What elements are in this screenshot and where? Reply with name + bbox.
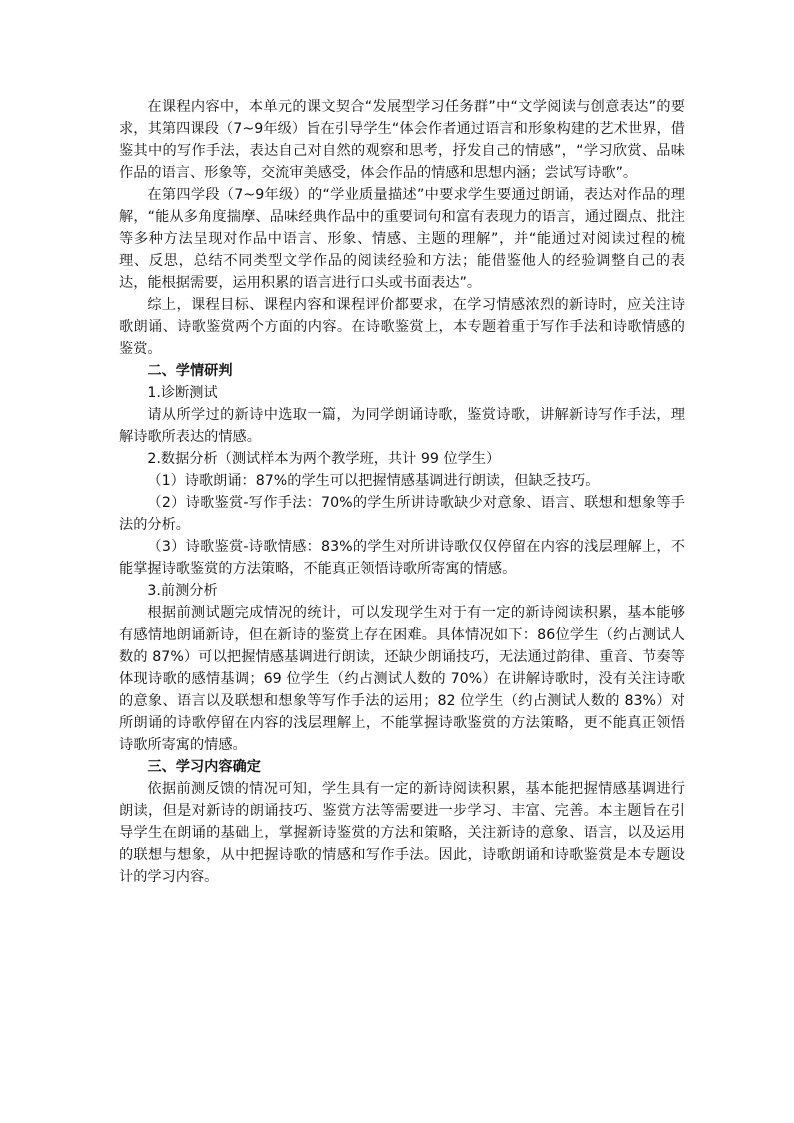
subheading-data-analysis: 2.数据分析（测试样本为两个教学班，共计 99 位学生） — [147, 451, 501, 467]
paragraph-quality-description: 在第四学段（7~9年级）的“学业质量描述”中要求学生要通过朗诵，表达对作品的理解，“能从多角度揣摩、品味经典作品中的重要词句和富有表现力的语言，通过圈点、批注等多种方法呈现对作品中语言、形象、情感、主题的理解”，并“能通过对阅读过程的梳理、反思，总结不同类型文学作品的阅读经验和方法；能借鉴他人的经验调整自己的表达，能根据需要，运用积累的语言进行口头或书面表达”。 — [119, 187, 685, 291]
section-heading-learning-content: 三、学习内容确定 — [147, 759, 261, 775]
paragraph-pretest-details: 根据前测试题完成情况的统计，可以发现学生对于有一定的新诗阅读积累，基本能够有感情地朗诵新诗，但在新诗的鉴赏上存在困难。具体情况如下：86位学生（约占测试人数的 87%）可以把握情感基调进行朗读，还缺少朗诵技巧，无法通过韵律、重音、节奏等体现诗歌的感情基调；69 位学生（约占测试人数的 70%）在讲解诗歌时，没有关注诗歌的意象、语言以及联想和想象等写作手法的运用；82 位学生（约占测试人数的 83%）对所朗诵的诗歌停留在内容的浅层理解上，不能掌握诗歌鉴赏的方法策略，更不能真正领悟诗歌所寄寓的情感。 — [119, 605, 685, 753]
paragraph-learning-content: 依据前测反馈的情况可知，学生具有一定的新诗阅读积累，基本能把握情感基调进行朗读，但是对新诗的朗诵技巧、鉴赏方法等需要进一步学习、丰富、完善。本主题旨在引导学生在朗诵的基础上，掌握新诗鉴赏的方法和策略，关注新诗的意象、语言，以及运用的联想与想象，从中把握诗歌的情感和写作手法。因此，诗歌朗诵和诗歌鉴赏是本专题设计的学习内容。 — [119, 781, 685, 885]
paragraph-summary: 综上，课程目标、课程内容和课程评价都要求，在学习情感浓烈的新诗时，应关注诗歌朗诵、诗歌鉴赏两个方面的内容。在诗歌鉴赏上，本专题着重于写作手法和诗歌情感的鉴赏。 — [119, 297, 685, 357]
subheading-diagnostic-test: 1.诊断测试 — [147, 385, 218, 401]
list-item-writing-techniques: （2）诗歌鉴赏-写作手法：70%的学生所讲诗歌缺少对意象、语言、联想和想象等手法的分析。 — [119, 495, 685, 533]
subheading-pretest-analysis: 3.前测分析 — [147, 583, 218, 599]
paragraph-course-content: 在课程内容中，本单元的课文契合“发展型学习任务群”中“文学阅读与创意表达”的要求，其第四课段（7~9年级）旨在引导学生“体会作者通过语言和形象构建的艺术世界，借鉴其中的写作手法，表达自己对自然的观察和思考，抒发自己的情感”，“学习欣赏、品味作品的语言、形象等，交流审美感受，体会作品的情感和思想内涵；尝试写诗歌”。 — [119, 99, 685, 181]
list-item-poem-emotion: （3）诗歌鉴赏-诗歌情感：83%的学生对所讲诗歌仅仅停留在内容的浅层理解上，不能掌握诗歌鉴赏的方法策略，不能真正领悟诗歌所寄寓的情感。 — [119, 539, 685, 577]
paragraph-diagnostic-task: 请从所学过的新诗中选取一篇，为同学朗诵诗歌，鉴赏诗歌，讲解新诗写作手法，理解诗歌所表达的情感。 — [119, 407, 685, 445]
section-heading-learning-analysis: 二、学情研判 — [147, 363, 233, 379]
list-item-recitation: （1）诗歌朗诵：87%的学生可以把握情感基调进行朗读，但缺乏技巧。 — [147, 473, 600, 489]
document-page — [119, 96, 685, 888]
